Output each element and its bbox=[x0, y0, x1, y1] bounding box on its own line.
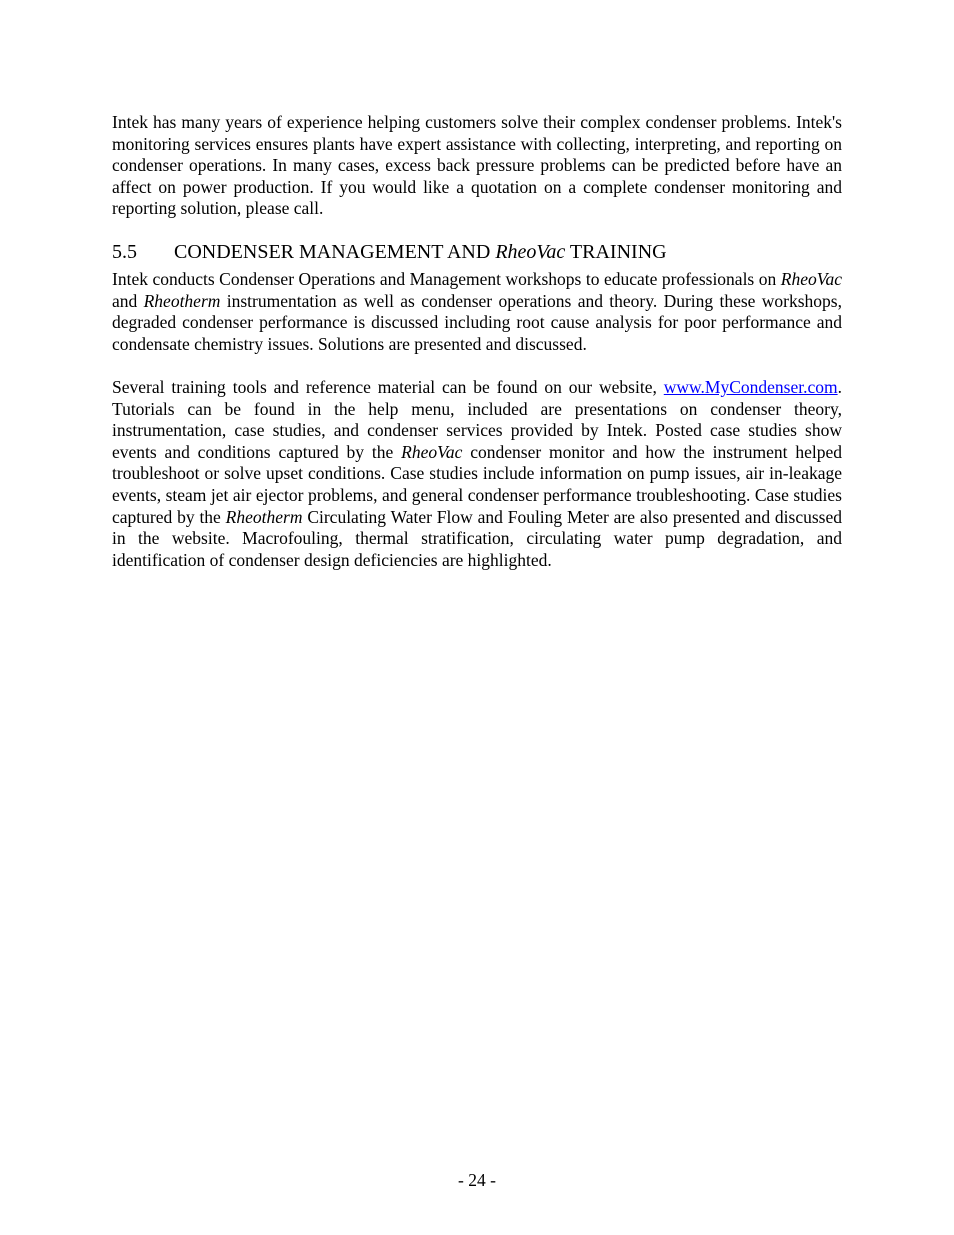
training-text-1: Several training tools and reference material can be found on our website, bbox=[112, 376, 664, 397]
page-content bbox=[112, 112, 842, 571]
training-text-3: condenser monitor and how the instrument helped troubleshoot or solve upset conditions. Case studies include information on pump issues, air in-leakage events, steam jet air ejector problems, and general condenser performance troubleshooting. Case studies captured by the bbox=[112, 441, 842, 527]
workshop-rheotherm: Rheotherm bbox=[143, 290, 221, 311]
training-text-4: Circulating Water Flow and Fouling Meter are also presented and discussed in the website. Macrofouling, thermal stratification, circulating water pump degradation, and identification of condenser design deficiencies are highlighted. bbox=[112, 506, 842, 570]
section-title bbox=[174, 240, 667, 264]
workshop-text-2: and bbox=[112, 290, 144, 311]
workshop-text-3: instrumentation as well as condenser operations and theory. During these workshops, degraded condenser performance is discussed including root cause analysis for poor performance and condensate chemistry issues. Solutions are presented and discussed. bbox=[112, 290, 842, 354]
website-link[interactable]: www.MyCondenser.com bbox=[663, 376, 838, 397]
training-paragraph bbox=[112, 377, 842, 571]
section-title-pre: CONDENSER MANAGEMENT AND bbox=[174, 240, 496, 263]
section-number: 5.5 bbox=[112, 240, 137, 263]
workshop-text-1: Intek conducts Condenser Operations and Management workshops to educate professionals on bbox=[112, 268, 781, 289]
section-title-post: TRAINING bbox=[565, 240, 667, 263]
training-rheotherm: Rheotherm bbox=[225, 506, 303, 527]
workshop-rheovac: RheoVac bbox=[780, 268, 842, 289]
intro-paragraph: Intek has many years of experience helping customers solve their complex condenser problems. Intek's monitoring services ensures plants have expert assistance with collecting, interpreting, and reporting on condenser operations. In many cases, excess back pressure problems can be predicted before have an affect on power production. If you would like a quotation on a complete condenser monitoring and reporting solution, please call. bbox=[112, 112, 842, 219]
training-text-2: . Tutorials can be found in the help menu, included are presentations on condenser theory, instrumentation, case studies, and condenser services provided by Intek. Posted case studies show events and conditions captured by the bbox=[112, 376, 842, 462]
section-heading bbox=[112, 240, 842, 264]
section-title-italic: RheoVac bbox=[495, 240, 566, 263]
page-number: - 24 - bbox=[458, 1170, 496, 1190]
training-rheovac: RheoVac bbox=[401, 441, 463, 462]
workshop-paragraph bbox=[112, 269, 842, 355]
